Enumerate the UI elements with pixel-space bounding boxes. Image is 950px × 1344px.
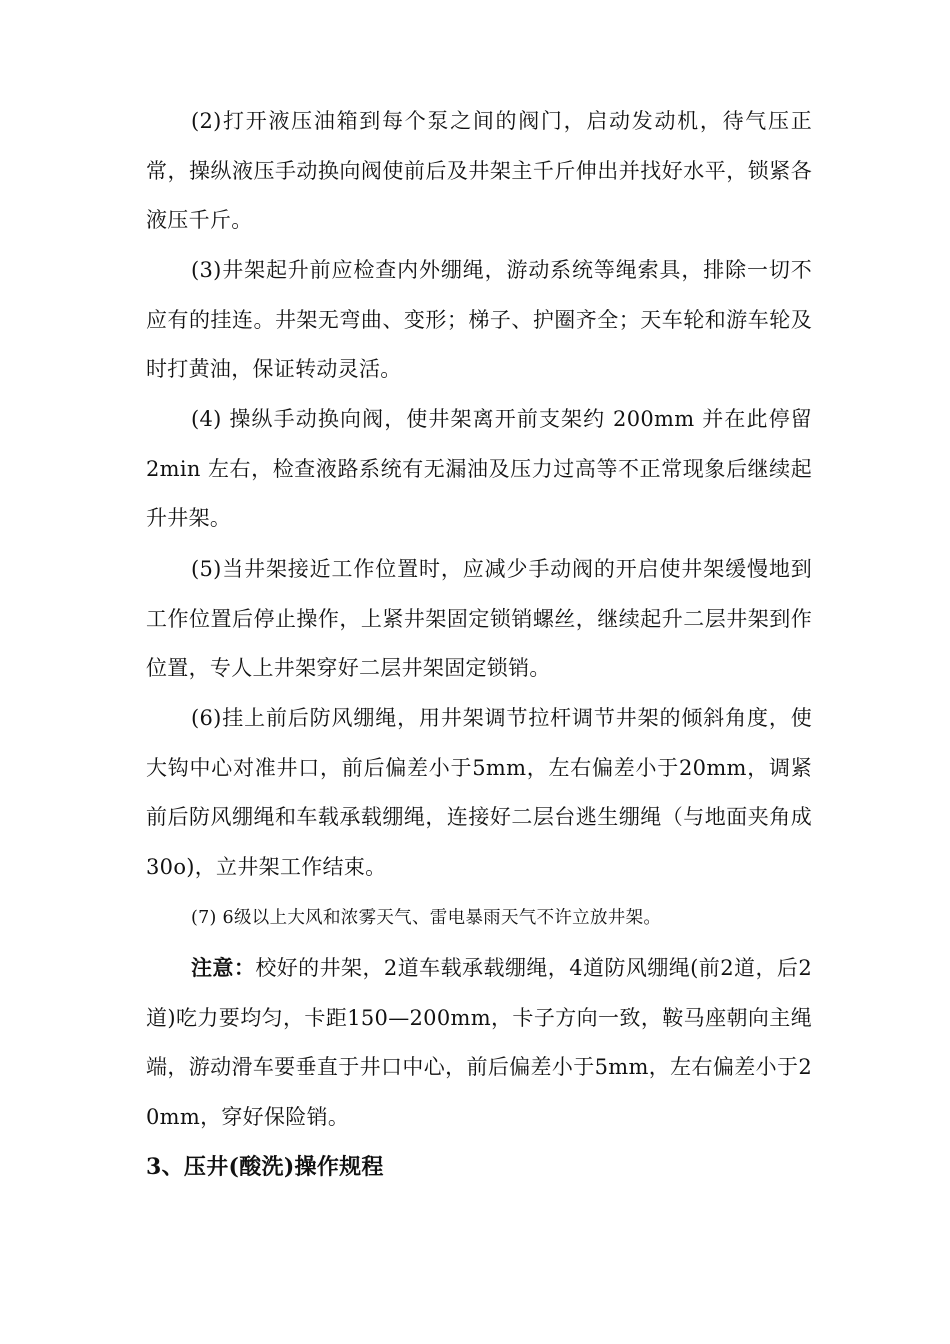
paragraph-step-5: (5)当井架接近工作位置时，应减少手动阀的开启使井架缓慢地到工作位置后停止操作，上紧井架固定锁销螺丝，继续起升二层井架到作位置，专人上井架穿好二层井架固定锁销。	[146, 557, 812, 680]
paragraph-step-4: (4) 操纵手动换向阀，使井架离开前支架约 200mm 并在此停留 2min 左右，检查液路系统有无漏油及压力过高等不正常现象后继续起升井架。	[146, 407, 812, 530]
paragraph-step-6: (6)挂上前后防风绷绳，用井架调节拉杆调节井架的倾斜角度，使大钩中心对准井口，前后偏差小于5mm，左右偏差小于20mm，调紧前后防风绷绳和车载承载绷绳，连接好二层台逃生绷绳（与地面夹角成 30o)，立井架工作结束。	[146, 706, 812, 879]
paragraph-step-2: (2)打开液压油箱到每个泵之间的阀门，启动发动机，待气压正常，操纵液压手动换向阀使前后及井架主千斤伸出并找好水平，锁紧各液压千斤。	[146, 109, 812, 232]
note-paragraph	[146, 943, 812, 1142]
note-text: 校好的井架，2道车载承载绷绳，4道防风绷绳(前2道，后2道)吃力要均匀，卡距150—200mm，卡子方向一致，鞍马座朝向主绳端，游动滑车要垂直于井口中心，前后偏差小于5mm，左右偏差小于20mm，穿好保险销。	[146, 956, 812, 1129]
paragraph-step-3: (3)井架起升前应检查内外绷绳，游动系统等绳索具，排除一切不应有的挂连。井架无弯曲、变形；梯子、护圈齐全；天车轮和游车轮及时打黄油，保证转动灵活。	[146, 258, 812, 381]
section-heading: 3、压井(酸洗)操作规程	[146, 1154, 384, 1180]
note-label: 注意：	[191, 955, 256, 980]
paragraph-step-7: (7) 6级以上大风和浓雾天气、雷电暴雨天气不许立放井架。	[191, 908, 662, 928]
